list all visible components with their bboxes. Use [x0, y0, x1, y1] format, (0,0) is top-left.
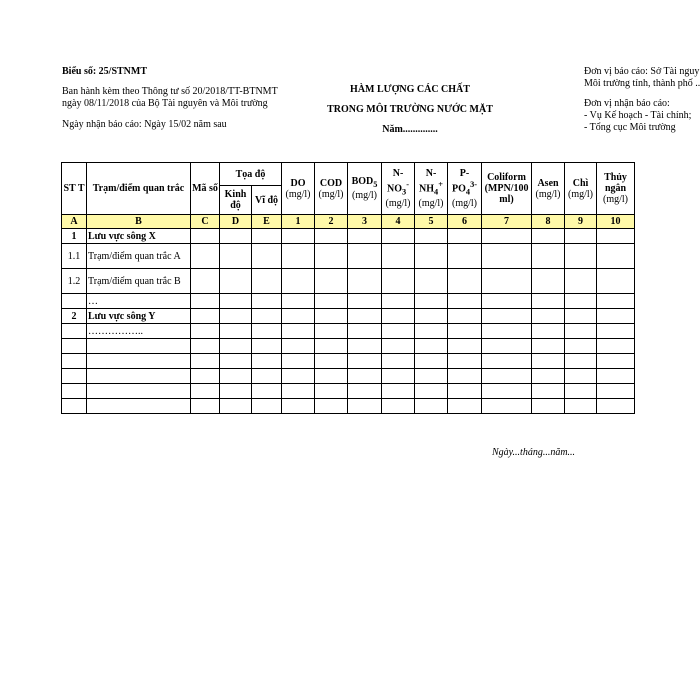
data-cell[interactable] — [382, 369, 415, 384]
recipient-item: - Vụ Kế hoạch - Tài chính; — [584, 110, 692, 121]
data-cell[interactable] — [448, 384, 482, 399]
data-cell[interactable] — [448, 229, 482, 244]
header-station: Trạm/điểm quan trắc — [87, 163, 191, 215]
data-cell[interactable] — [415, 229, 448, 244]
data-cell[interactable] — [220, 384, 252, 399]
column-code: D — [220, 215, 252, 229]
data-cell[interactable] — [448, 294, 482, 309]
data-cell[interactable] — [348, 294, 382, 309]
table-row — [62, 324, 635, 339]
data-cell[interactable] — [448, 369, 482, 384]
data-cell[interactable] — [252, 399, 282, 414]
data-cell[interactable] — [315, 399, 348, 414]
data-cell[interactable] — [597, 339, 635, 354]
data-cell[interactable] — [315, 384, 348, 399]
table-row — [62, 269, 635, 294]
table-row — [62, 339, 635, 354]
column-code: 2 — [315, 215, 348, 229]
data-cell[interactable] — [382, 354, 415, 369]
data-cell[interactable] — [348, 384, 382, 399]
row-stt: 2 — [62, 309, 87, 324]
data-cell[interactable] — [348, 324, 382, 339]
row-station-name: Lưu vực sông X — [87, 229, 191, 244]
data-cell[interactable] — [382, 324, 415, 339]
data-cell[interactable] — [415, 294, 448, 309]
data-cell[interactable] — [597, 399, 635, 414]
data-cell[interactable] — [282, 384, 315, 399]
data-cell[interactable] — [220, 244, 252, 269]
data-cell[interactable] — [382, 399, 415, 414]
data-cell[interactable] — [597, 324, 635, 339]
data-cell[interactable] — [315, 269, 348, 294]
row-station-name: Trạm/điểm quan trắc A — [87, 244, 191, 269]
data-cell[interactable] — [565, 294, 597, 309]
data-cell[interactable] — [348, 339, 382, 354]
row-station-name: Trạm/điểm quan trắc B — [87, 269, 191, 294]
column-code: E — [252, 215, 282, 229]
column-code-row — [62, 215, 635, 229]
data-cell[interactable] — [252, 354, 282, 369]
header-mercury: Thủy ngân (mg/l) — [597, 163, 635, 215]
table-row — [62, 244, 635, 269]
data-cell[interactable] — [448, 244, 482, 269]
data-cell[interactable] — [220, 229, 252, 244]
data-cell[interactable] — [565, 369, 597, 384]
form-number: Biểu số: 25/STNMT — [62, 66, 148, 77]
row-station-name — [87, 369, 191, 384]
row-station-name: …………….. — [87, 324, 191, 339]
column-code: 7 — [482, 215, 532, 229]
data-cell[interactable] — [252, 369, 282, 384]
column-code: 10 — [597, 215, 635, 229]
header-n-no3: N- $NO_3^-$ (mg/l) — [382, 163, 415, 215]
column-code: 6 — [448, 215, 482, 229]
data-cell[interactable] — [191, 324, 220, 339]
data-cell[interactable] — [532, 229, 565, 244]
recipient-item: - Tổng cục Môi trường — [584, 122, 676, 133]
row-station-name — [87, 354, 191, 369]
data-cell[interactable] — [220, 399, 252, 414]
row-stt — [62, 369, 87, 384]
data-cell[interactable] — [565, 229, 597, 244]
data-cell[interactable] — [220, 269, 252, 294]
data-cell[interactable] — [415, 324, 448, 339]
header-n-nh4: N- $NH_4^+$ (mg/l) — [415, 163, 448, 215]
row-stt — [62, 354, 87, 369]
row-stt — [62, 384, 87, 399]
data-cell[interactable] — [382, 294, 415, 309]
header-latitude: Vĩ độ — [252, 186, 282, 215]
reporting-unit-line-1: Đơn vị báo cáo: Sở Tài nguy — [584, 66, 700, 77]
data-cell[interactable] — [315, 309, 348, 324]
data-cell[interactable] — [532, 339, 565, 354]
data-cell[interactable] — [220, 294, 252, 309]
data-cell[interactable] — [415, 339, 448, 354]
data-cell[interactable] — [597, 269, 635, 294]
data-cell[interactable] — [282, 354, 315, 369]
row-station-name: Lưu vực sông Y — [87, 309, 191, 324]
data-cell[interactable] — [532, 309, 565, 324]
data-cell[interactable] — [482, 399, 532, 414]
data-cell[interactable] — [415, 244, 448, 269]
data-cell[interactable] — [597, 229, 635, 244]
data-cell[interactable] — [282, 229, 315, 244]
data-cell[interactable] — [532, 294, 565, 309]
data-cell[interactable] — [415, 354, 448, 369]
data-cell[interactable] — [532, 324, 565, 339]
data-cell[interactable] — [191, 309, 220, 324]
data-cell[interactable] — [220, 339, 252, 354]
data-cell[interactable] — [565, 309, 597, 324]
column-code: 1 — [282, 215, 315, 229]
data-cell[interactable] — [448, 354, 482, 369]
column-code: 3 — [348, 215, 382, 229]
recipient-label: Đơn vị nhận báo cáo: — [584, 98, 670, 109]
data-cell[interactable] — [315, 294, 348, 309]
signature-date: Ngày...tháng...năm... — [492, 447, 576, 458]
water-quality-table — [61, 162, 635, 414]
data-cell[interactable] — [191, 369, 220, 384]
data-cell[interactable] — [565, 324, 597, 339]
receive-date: Ngày nhận báo cáo: Ngày 15/02 năm sau — [62, 119, 227, 130]
data-cell[interactable] — [532, 399, 565, 414]
data-cell[interactable] — [482, 354, 532, 369]
data-cell[interactable] — [252, 294, 282, 309]
table-row — [62, 369, 635, 384]
data-cell[interactable] — [382, 384, 415, 399]
data-cell[interactable] — [315, 324, 348, 339]
data-cell[interactable] — [565, 339, 597, 354]
data-cell[interactable] — [348, 309, 382, 324]
data-cell[interactable] — [220, 324, 252, 339]
data-cell[interactable] — [191, 294, 220, 309]
header-cod: COD (mg/l) — [315, 163, 348, 215]
header-code: Mã số — [191, 163, 220, 215]
row-stt — [62, 399, 87, 414]
data-cell[interactable] — [532, 244, 565, 269]
data-cell[interactable] — [348, 369, 382, 384]
header-longitude: Kinh độ — [220, 186, 252, 215]
header-lead: Chì (mg/l) — [565, 163, 597, 215]
data-cell[interactable] — [482, 269, 532, 294]
header-do: DO (mg/l) — [282, 163, 315, 215]
data-cell[interactable] — [415, 384, 448, 399]
data-cell[interactable] — [191, 269, 220, 294]
data-cell[interactable] — [415, 369, 448, 384]
row-station-name — [87, 399, 191, 414]
table-row — [62, 384, 635, 399]
report-title-line-2: TRONG MÔI TRƯỜNG NƯỚC MẶT — [327, 104, 493, 115]
data-cell[interactable] — [382, 309, 415, 324]
data-cell[interactable] — [382, 269, 415, 294]
data-cell[interactable] — [448, 324, 482, 339]
data-cell[interactable] — [348, 399, 382, 414]
data-cell[interactable] — [597, 244, 635, 269]
data-cell[interactable] — [191, 229, 220, 244]
data-cell[interactable] — [252, 339, 282, 354]
column-code: A — [62, 215, 87, 229]
data-cell[interactable] — [565, 354, 597, 369]
data-cell[interactable] — [315, 229, 348, 244]
header-bod5: $BOD_5$ (mg/l) — [348, 163, 382, 215]
data-cell[interactable] — [282, 399, 315, 414]
data-cell[interactable] — [532, 384, 565, 399]
data-cell[interactable] — [282, 244, 315, 269]
data-cell[interactable] — [252, 269, 282, 294]
data-cell[interactable] — [252, 229, 282, 244]
data-cell[interactable] — [220, 309, 252, 324]
data-cell[interactable] — [220, 369, 252, 384]
row-stt — [62, 339, 87, 354]
data-cell[interactable] — [191, 384, 220, 399]
table-row — [62, 229, 635, 244]
data-cell[interactable] — [252, 384, 282, 399]
data-cell[interactable] — [482, 369, 532, 384]
data-cell[interactable] — [482, 294, 532, 309]
data-cell[interactable] — [282, 324, 315, 339]
data-cell[interactable] — [282, 369, 315, 384]
row-station-name: … — [87, 294, 191, 309]
row-station-name — [87, 339, 191, 354]
data-cell[interactable] — [315, 369, 348, 384]
data-cell[interactable] — [482, 339, 532, 354]
header-asen: Asen (mg/l) — [532, 163, 565, 215]
data-cell[interactable] — [532, 369, 565, 384]
data-cell[interactable] — [597, 354, 635, 369]
data-cell[interactable] — [348, 354, 382, 369]
data-cell[interactable] — [282, 309, 315, 324]
data-cell[interactable] — [597, 309, 635, 324]
data-cell[interactable] — [282, 269, 315, 294]
data-cell[interactable] — [315, 354, 348, 369]
row-stt — [62, 324, 87, 339]
data-cell[interactable] — [191, 339, 220, 354]
data-cell[interactable] — [482, 384, 532, 399]
column-code: 5 — [415, 215, 448, 229]
column-code: 4 — [382, 215, 415, 229]
row-stt: 1.1 — [62, 244, 87, 269]
data-cell[interactable] — [597, 384, 635, 399]
data-cell[interactable] — [348, 229, 382, 244]
reporting-unit-line-2: Môi trường tỉnh, thành phố .. — [584, 78, 700, 89]
data-cell[interactable] — [482, 244, 532, 269]
row-stt — [62, 294, 87, 309]
column-code: 9 — [565, 215, 597, 229]
data-cell[interactable] — [448, 399, 482, 414]
data-cell[interactable] — [448, 269, 482, 294]
data-cell[interactable] — [448, 309, 482, 324]
data-cell[interactable] — [382, 229, 415, 244]
data-cell[interactable] — [252, 244, 282, 269]
data-cell[interactable] — [315, 244, 348, 269]
data-cell[interactable] — [382, 244, 415, 269]
data-cell[interactable] — [597, 294, 635, 309]
header-coliform: Coliform (MPN/100 ml) — [482, 163, 532, 215]
header-p-po4: P- $PO_4^{3-}$ (mg/l) — [448, 163, 482, 215]
header-stt: ST T — [62, 163, 87, 215]
issued-by-line-1: Ban hành kèm theo Thông tư số 20/2018/TT-BTNMT — [62, 86, 278, 97]
data-cell[interactable] — [415, 269, 448, 294]
data-cell[interactable] — [282, 339, 315, 354]
header-coordinates: Tọa độ — [220, 163, 282, 186]
data-cell[interactable] — [191, 354, 220, 369]
issued-by-line-2: ngày 08/11/2018 của Bộ Tài nguyên và Môi trường — [62, 98, 268, 109]
row-station-name — [87, 384, 191, 399]
data-cell[interactable] — [382, 339, 415, 354]
data-cell[interactable] — [565, 244, 597, 269]
column-code: 8 — [532, 215, 565, 229]
data-cell[interactable] — [415, 309, 448, 324]
data-cell[interactable] — [482, 309, 532, 324]
row-stt: 1.2 — [62, 269, 87, 294]
data-cell[interactable] — [191, 399, 220, 414]
data-cell[interactable] — [415, 399, 448, 414]
data-cell[interactable] — [348, 244, 382, 269]
table-row — [62, 294, 635, 309]
data-cell[interactable] — [532, 354, 565, 369]
data-cell[interactable] — [315, 339, 348, 354]
report-title-line-1: HÀM LƯỢNG CÁC CHẤT — [350, 84, 470, 95]
data-cell[interactable] — [448, 339, 482, 354]
column-code: C — [191, 215, 220, 229]
data-cell[interactable] — [348, 269, 382, 294]
table-row — [62, 354, 635, 369]
row-stt: 1 — [62, 229, 87, 244]
data-cell[interactable] — [252, 309, 282, 324]
data-cell[interactable] — [532, 269, 565, 294]
table-row — [62, 309, 635, 324]
data-cell[interactable] — [191, 244, 220, 269]
data-cell[interactable] — [482, 324, 532, 339]
data-cell[interactable] — [565, 269, 597, 294]
data-cell[interactable] — [565, 384, 597, 399]
data-cell[interactable] — [565, 399, 597, 414]
data-cell[interactable] — [220, 354, 252, 369]
report-year: Năm.............. — [382, 124, 438, 135]
column-code: B — [87, 215, 191, 229]
data-cell[interactable] — [597, 369, 635, 384]
data-cell[interactable] — [252, 324, 282, 339]
data-cell[interactable] — [482, 229, 532, 244]
data-cell[interactable] — [282, 294, 315, 309]
table-row — [62, 399, 635, 414]
